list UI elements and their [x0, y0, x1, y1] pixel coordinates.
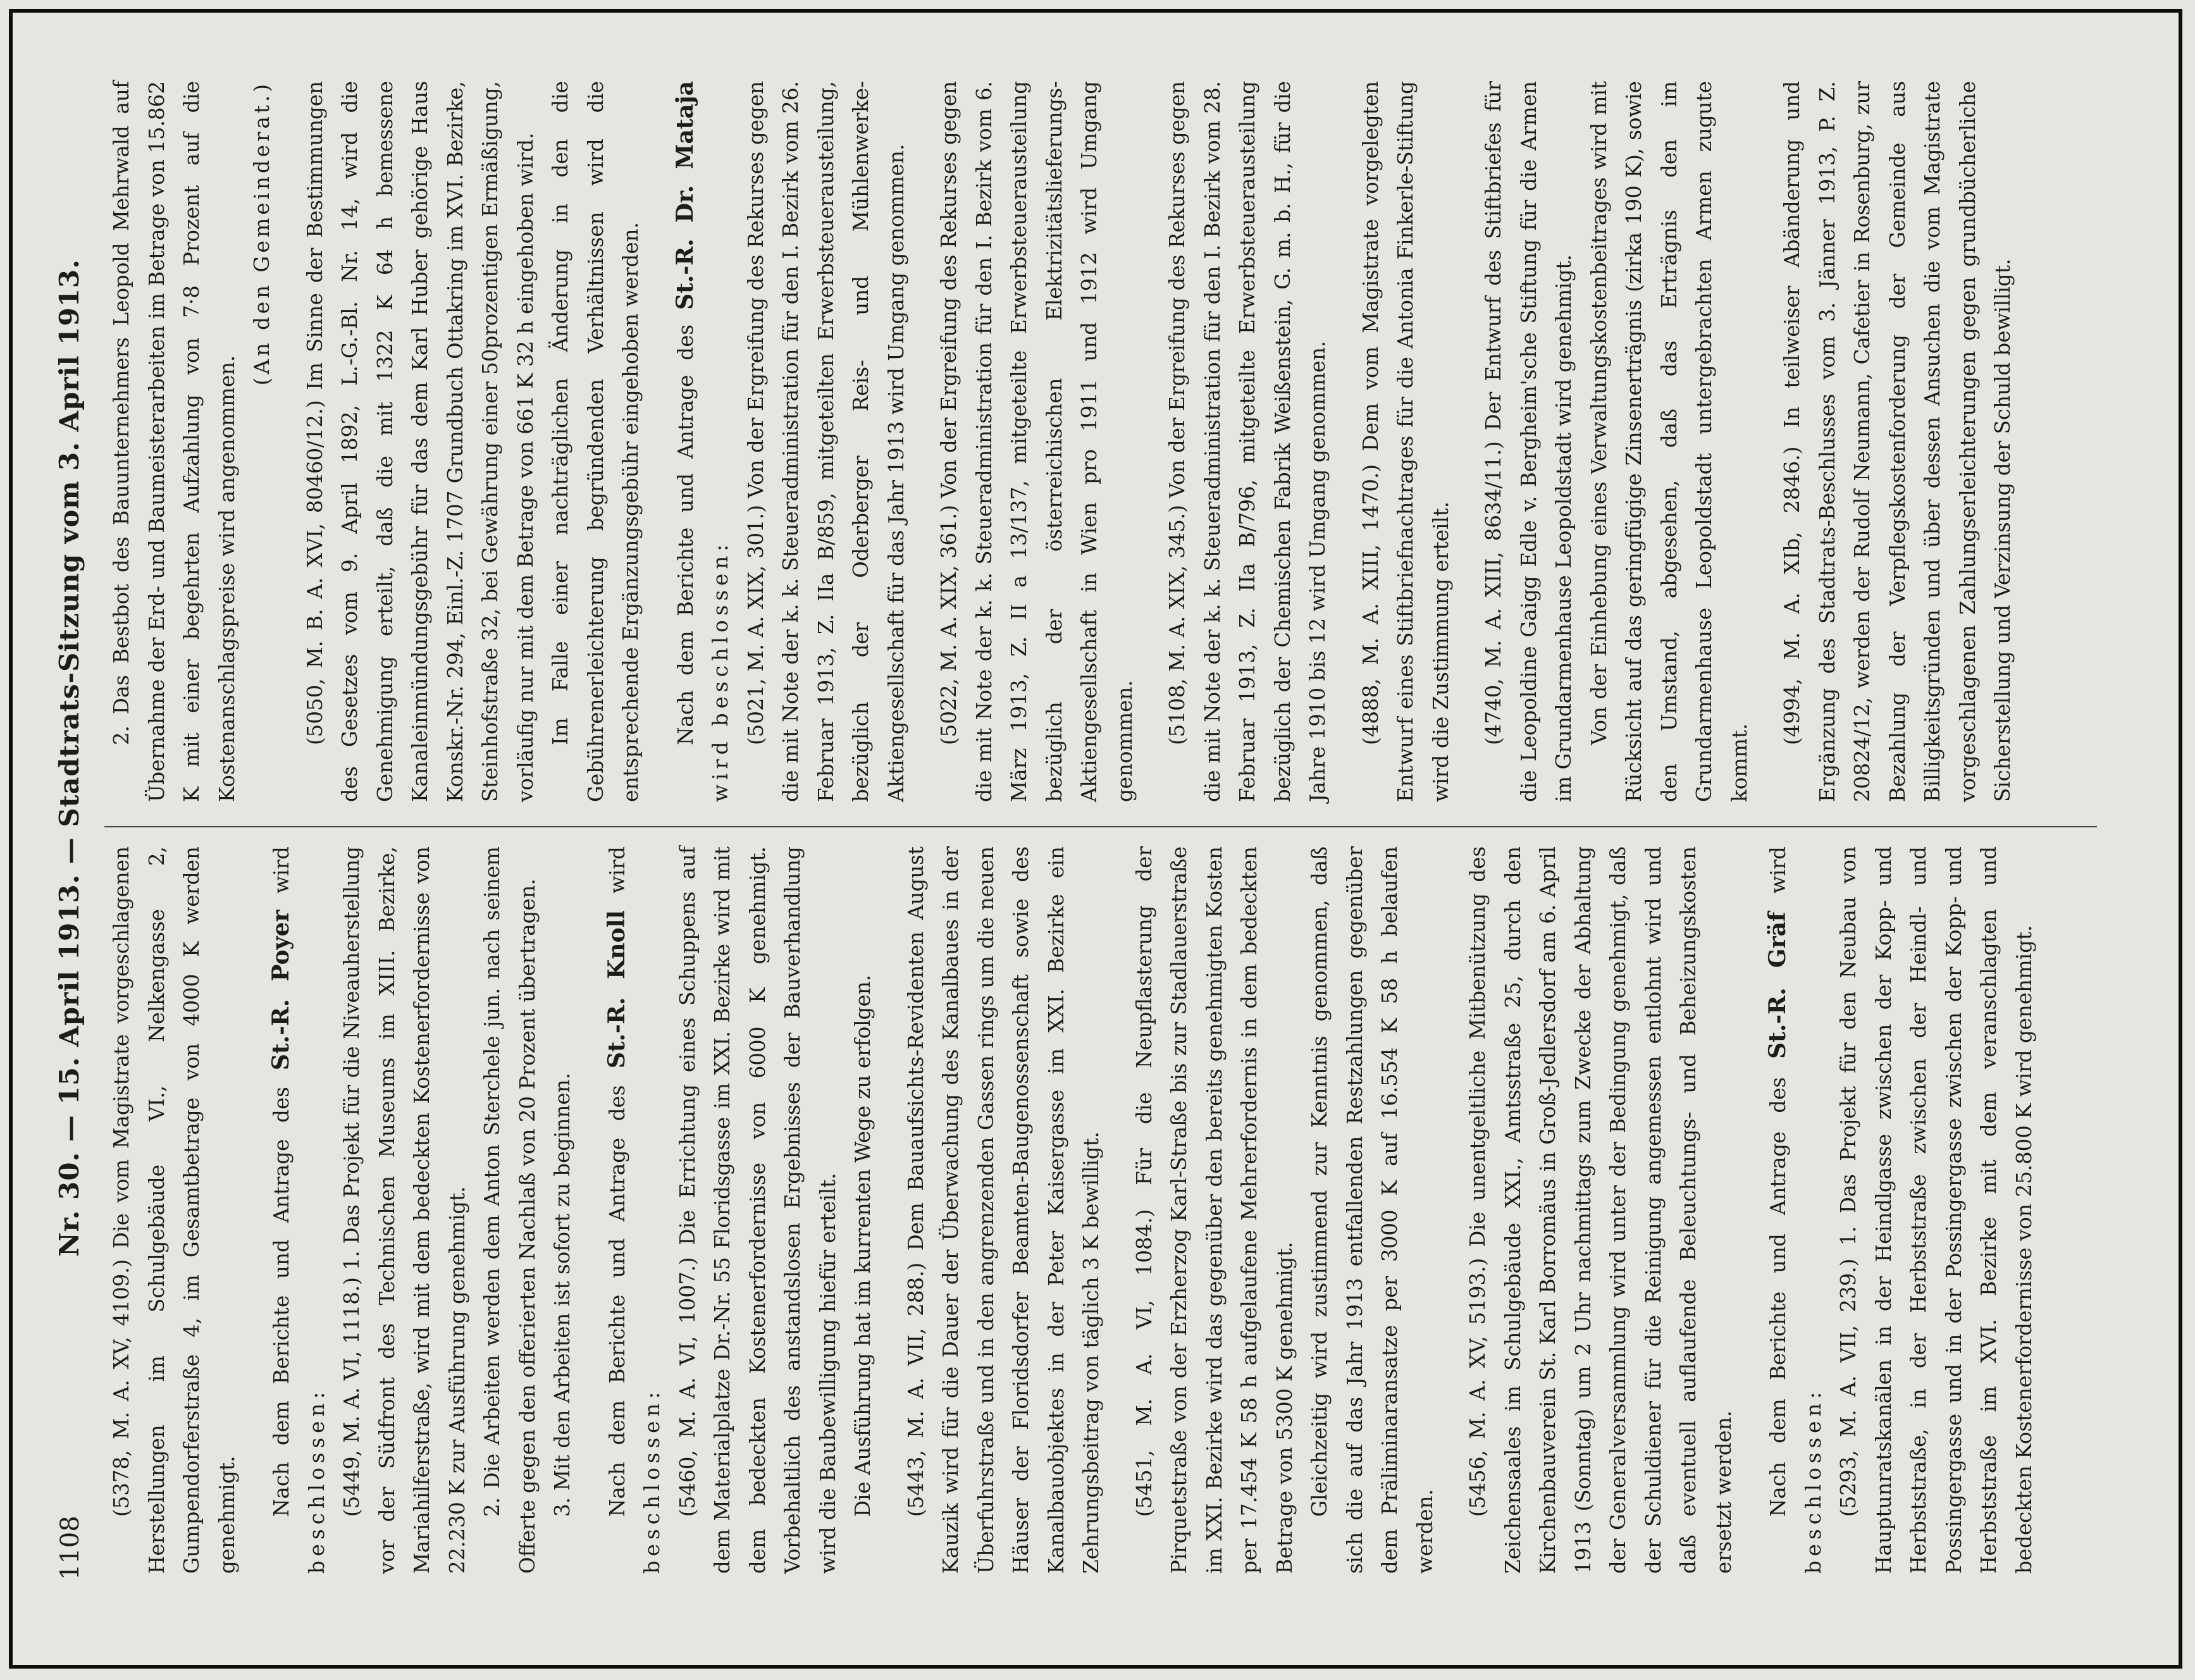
- decision-heading: Nach dem Berichte und Antrage des St.-R. Gräf wird beschlossen:: [1764, 846, 1826, 1574]
- paragraph: (5451, M. A. VI, 1084.) Für die Neupflasterung der Pirquetstraße von der Erzherzog Karl-Straße bis zur Stadlauerstraße im XXI. Bezirke wird das gegenüber den bereits genehmigten Kosten per 17.454 K 58 h aufgelaufene Mehrerfordernis in dem bedeckten Betrage von 5300 K genehmigt.: [1132, 846, 1297, 1574]
- paragraph: Die Ausführung hat im kurrenten Wege zu erfolgen.: [851, 975, 875, 1517]
- paragraph: (5108, M. A. XIX, 345.) Von der Ergreifung des Rekurses gegen die mit Note der k. k. Steueradministration für den I. Bezirk vom 28. Februar 1913, Z. IIa B/796, mitgeteilte Erwerbsteuerausteilung bezüglich der Chemischen Fabrik Weißenstein, G. m. b. H., für die Jahre 1910 bis 12 wird Umgang genommen.: [1165, 81, 1330, 802]
- decision-heading: Nach dem Berichte und Antrage des St.-R. Poyer wird beschlossen:: [268, 846, 329, 1574]
- paragraph: 3. Mit den Arbeiten ist sofort zu beginnen.: [550, 1073, 574, 1517]
- paragraph: (4740, M. A. XIII, 8634/11.) Der Entwurf des Stiftbriefes für die Leopoldine Gaigg Edle v. Bergheim'sche Stiftung für die Armen im Grundarmenhause Leopoldstadt wird genehmigt.: [1481, 81, 1576, 802]
- paragraph: (5021, M. A. XIX, 301.) Von der Ergreifung des Rekurses gegen die mit Note der k. k. Steueradministration für den I. Bezirk vom 26. Februar 1913, Z. IIa B/859, mitgeteilten Erwerbsteuerausteilung, bezüglich der Oderberger Reis- und Mühlenwerke-Aktiengesellschaft für das Jahr 1913 wird Umgang genommen.: [743, 81, 908, 802]
- paragraph: Von der Einhebung eines Verwaltungskostenbeitrages wird mit Rücksicht auf das geringfügige Zinsenerträgnis (zirka 190 K), sowie den Umstand, abgesehen, daß das Erträgnis den im Grundarmenhause Leopoldstadt untergebrachten Armen zugute kommt.: [1586, 81, 1752, 802]
- councillor-name: St.-R. Gräf: [1764, 911, 1791, 1059]
- decision-heading: Nach dem Berichte und Antrage des St.-R. Dr. Mataja wird beschlossen:: [671, 81, 733, 802]
- paragraph: 2. Das Bestbot des Bauunternehmers Leopold Mehrwald auf Übernahme der Erd- und Baumeisterarbeiten im Betrage von 15.862 K mit einer begehrten Aufzahlung von 7·8 Prozent auf die Kostenanschlagspreise wird angenommen.: [109, 81, 239, 802]
- paragraph: (5460, M. A. VI, 1007.) Die Errichtung eines Schuppens auf dem Materialplatze Dr.-Nr. 55 Floridsgasse im XXI. Bezirke wird mit dem bedeckten Kostenerfordernisse von 6000 K genehmigt. Vorbehaltlich des anstandslosen Ergebnisses der Bauverhandlung wird die Baubewilligung hiefür erteilt.: [675, 846, 840, 1574]
- text-columns: [104, 75, 2129, 1580]
- decision-heading: Nach dem Berichte und Antrage des St.-R. Knoll wird beschlossen:: [603, 846, 664, 1574]
- page-title: Nr. 30. — 15. April 1913. — Stadtrats-Sitzung vom 3. April 1913.: [54, 259, 85, 1257]
- forward-note: (An den Gemeinderat.): [250, 81, 274, 386]
- paragraph: (5378, M. A. XV, 4109.) Die vom Magistrate vorgeschlagenen Herstellungen im Schulgebäude VI., Nelkengasse 2, Gumpendorferstraße 4, im Gesamtbetrage von 4000 K werden genehmigt.: [109, 846, 239, 1574]
- paragraph: (4994, M. A. XIb, 2846.) In teilweiser Abänderung und Ergänzung des Stadtrats-Beschlusses vom 3. Jänner 1913, P. Z. 20824/12, werden der Rudolf Neumann, Cafetier in Rosenburg, zur Bezahlung der Verpflegskostenforderung der Gemeinde aus Billigkeitsgründen und über dessen Ansuchen die vom Magistrate vorgeschlagenen Zahlungserleichterungen gegen grundbücherliche Sicherstellung und Verzinsung der Schuld bewilligt.: [1780, 81, 2015, 802]
- councillor-name: St.-R. Knoll: [603, 910, 630, 1069]
- councillor-name: St.-R. Dr. Mataja: [671, 81, 698, 310]
- left-column: [104, 827, 2129, 1580]
- paragraph: Im Falle einer nachträglichen Änderung in den die Gebührenerleichterung begründenden Verhältnissen wird die entsprechende Ergänzungsgebühr eingehoben werden.: [548, 81, 643, 802]
- page-number: 1108: [56, 1516, 85, 1580]
- councillor-name: St.-R. Poyer: [268, 910, 294, 1071]
- page-header: [54, 75, 104, 1580]
- paragraph: (5050, M. B. A. XVI, 80460/12.) Im Sinne der Bestimmungen des Gesetzes vom 9. April 1892, L.-G.-Bl. Nr. 14, wird die Genehmigung erteilt, daß die mit 1322 K 64 h bemessene Kanaleinmündungsgebühr für das dem Karl Huber gehörige Haus Konskr.-Nr. 294, Einl.-Z. 1707 Grundbuch Ottakring im XVI. Bezirke, Steinhofstraße 32, bei Gewährung einer 50prozentigen Ermäßigung, vorläufig nur mit dem Betrage von 661 K 32 h eingehoben wird.: [302, 81, 538, 802]
- column-divider: [104, 826, 2097, 827]
- paragraph: (5449, M. A. VI, 1118.) 1. Das Projekt für die Niveauherstellung vor der Südfront des Technischen Museums im XIII. Bezirke, Mariahilferstraße, wird mit dem bedeckten Kostenerfordernisse von 22.230 K zur Ausführung genehmigt.: [340, 846, 469, 1574]
- right-column: [104, 75, 2129, 827]
- paragraph: (5293, M. A. VII, 239.) 1. Das Projekt für den Neubau von Hauptunratskanälen in der Heindlgasse zwischen der Kopp- und Herbststraße, in der Herbststraße zwischen der Heindl- und Possingergasse und in der Possingergasse zwischen der Kopp- und Herbststraße im XVI. Bezirke mit dem veranschlagten und bedeckten Kostenerfordernisse von 25.800 K wird genehmigt.: [1836, 846, 2036, 1574]
- paragraph: (5456, M. A. XV, 5193.) Die unentgeltliche Mitbenützung des Zeichensaales im Schulgebäude XXI., Amtsstraße 25, durch den Kirchenbauverein St. Karl Borromäus in Groß-Jedlersdorf am 6. April 1913 (Sonntag) um 2 Uhr nachmittags zum Zwecke der Abhaltung der Generalversammlung wird unter der Bedingung genehmigt, daß der Schuldiener für die Reinigung angemessen entlohnt wird und daß eventuell auflaufende Beleuchtungs- und Beheizungskosten ersetzt werden.: [1466, 846, 1736, 1574]
- paragraph: (5022, M. A. XIX, 361.) Von der Ergreifung des Rekurses gegen die mit Note der k. k. Steueradministration für den I. Bezirk vom 6. März 1913, Z. II a 13/137, mitgeteilte Erwerbsteuerausteilung bezüglich der österreichischen Elektrizitätslieferungs-Aktiengesellschaft in Wien pro 1911 und 1912 wird Umgang genommen.: [937, 81, 1137, 802]
- paragraph: (4888, M. A. XIII, 1470.) Dem vom Magistrate vorgelegten Entwurf eines Stiftbriefnachtrages für die Antonia Finkerle-Stiftung wird die Zustimmung erteilt.: [1358, 81, 1453, 802]
- paragraph: (5443, M. A. VII, 288.) Dem Bauaufsichts-Revidenten August Kauzik wird für die Dauer der Überwachung des Kanalbaues in der Überfuhrstraße und in den angrenzenden Gassen rings um die neuen Häuser der Floridsdorfer Beamten-Baugenossenschaft sowie des Kanalbauobjektes in der Peter Kaisergasse im XXI. Bezirke ein Zehrungsbeitrag von täglich 3 K bewilligt.: [903, 846, 1103, 1574]
- paragraph: 2. Die Arbeiten werden dem Anton Sterchele jun. nach seinem Offerte gegen den offerierten Nachlaß von 20 Prozent übertragen.: [480, 846, 540, 1574]
- rotated-page: [16, 18, 2179, 1662]
- paragraph: Gleichzeitig wird zustimmend zur Kenntnis genommen, daß sich die auf das Jahr 1913 entfallenden Restzahlungen gegenüber dem Präliminaransatze per 3000 K auf 16.554 K 58 h belaufen werden.: [1308, 846, 1437, 1574]
